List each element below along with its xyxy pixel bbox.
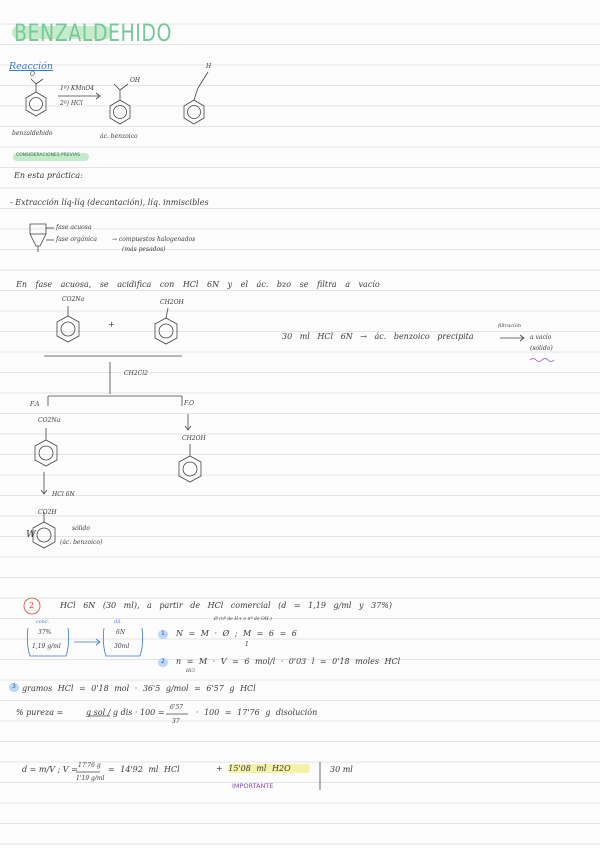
step-1-number: 1 bbox=[161, 630, 165, 637]
step-1-note: Ø (nº de H+ o nº de OH-) bbox=[214, 617, 272, 622]
benzene-ring-benzaldehido bbox=[26, 92, 46, 116]
line-fase-acuosa: En fase acuosa, se acidifica con HCl 6N y el ác. bzo se filtra a vacío bbox=[16, 280, 380, 289]
pureza-numerator: 6'57 bbox=[170, 704, 184, 711]
scheme-fo-group: CH2OH bbox=[182, 435, 206, 442]
density-result: = 14'92 ml HCl bbox=[108, 765, 180, 774]
pureza-result: · 100 = 17'76 g disolución bbox=[196, 708, 318, 717]
box-concentrated-top: 37% bbox=[38, 629, 52, 636]
scheme-fa-group: CO2Na bbox=[38, 417, 61, 424]
page-title: BENZALDEHIDO bbox=[14, 19, 172, 47]
side-note-a-vacio: a vacío bbox=[530, 334, 552, 341]
tag-consideraciones: CONSIDERACIONES PREVIAS bbox=[16, 153, 81, 158]
side-note-filtracion: filtración bbox=[498, 323, 521, 329]
reagent-1: 1º) KMnO4 bbox=[60, 85, 95, 92]
separatory-funnel bbox=[30, 224, 46, 246]
scheme-fa: F.A bbox=[30, 401, 40, 408]
scheme-top-left-group: CO2Na bbox=[62, 296, 85, 303]
step-3-formula: gramos HCl = 0'18 mol · 36'5 g/mol = 6'57 g HCl bbox=[22, 684, 256, 693]
step-2-number: 2 bbox=[161, 658, 165, 665]
benzene-ring-final bbox=[33, 522, 55, 548]
funnel-fase-organica: fase orgánica bbox=[56, 236, 97, 243]
benzene-ring-fa bbox=[35, 440, 57, 466]
benzene-ring-alcohol bbox=[184, 100, 204, 124]
pureza-expression: g sol / g dis · 100 = bbox=[86, 708, 165, 717]
reagent-2: 2º) HCl bbox=[60, 100, 83, 107]
scheme-acid-step: HCl 6N bbox=[52, 491, 75, 498]
box-diluted-bottom: 30ml bbox=[114, 643, 130, 650]
benzene-ring-acido bbox=[110, 100, 130, 124]
scheme-fo: F.O bbox=[184, 400, 195, 407]
importante-label: IMPORTANTE bbox=[232, 782, 274, 790]
step-2-formula: n = M · V = 6 mol/l · 0'03 l = 0'18 moles HCl bbox=[176, 657, 401, 666]
density-denominator: 1'19 g/ml bbox=[76, 775, 105, 782]
scheme-solvent: CH2Cl2 bbox=[124, 370, 148, 377]
funnel-fase-acuosa: fase acuosa bbox=[56, 224, 92, 231]
line-extraccion: - Extracción líq-líq (decantación), líq. inmiscibles bbox=[10, 198, 209, 207]
label-h: H bbox=[206, 63, 212, 70]
box-diluted-top: 6N bbox=[116, 629, 126, 636]
side-note-text: 30 ml HCl 6N → ác. benzoico precipita bbox=[282, 332, 474, 341]
reaction-heading: Reacción bbox=[9, 61, 53, 72]
benzene-ring-benzoato bbox=[57, 316, 79, 342]
box-concentrated-note: conc. bbox=[36, 619, 50, 625]
density-lhs: d = m/V ; V = bbox=[22, 765, 78, 774]
funnel-paren: (más pesados) bbox=[122, 246, 166, 253]
step-2-subscript: HCl bbox=[186, 669, 195, 674]
side-note-solido: (sólido) bbox=[530, 345, 553, 352]
scheme-w-mark: W bbox=[26, 529, 36, 540]
benzene-ring-benzylalcohol bbox=[155, 318, 177, 344]
pureza-denominator: 37 bbox=[172, 718, 180, 725]
scheme-plus: + bbox=[108, 320, 115, 329]
line-practica: En esta práctica: bbox=[14, 171, 83, 180]
density-numerator: 17'76 g bbox=[78, 762, 101, 769]
total-volume: 30 ml bbox=[330, 765, 353, 774]
box-diluted-note: dil. bbox=[114, 619, 122, 625]
water-volume: + 15'08 ml H2O bbox=[216, 764, 291, 773]
scheme-acid-name: (ác. benzoico) bbox=[60, 539, 103, 546]
scheme-final-group: CO2H bbox=[38, 509, 57, 516]
scheme-top-right-group: CH2OH bbox=[160, 299, 184, 306]
label-benzaldehido: benzaldehido bbox=[12, 130, 53, 137]
benzene-ring-fo bbox=[179, 456, 201, 482]
question-2-number: 2 bbox=[29, 601, 35, 610]
question-2-statement: HCl 6N (30 ml), a partir de HCl comercial (d = 1,19 g/ml y 37%) bbox=[60, 601, 392, 610]
step-1-formula: N = M · Ø ; M = 6 = 6 bbox=[176, 629, 297, 638]
label-o: O bbox=[30, 71, 35, 78]
scheme-solid-label: sólido bbox=[72, 525, 90, 532]
label-oh: OH bbox=[130, 77, 141, 84]
pureza-label: % pureza = bbox=[16, 708, 64, 717]
box-concentrated-bottom: 1,19 g/ml bbox=[32, 643, 61, 650]
step-1-denominator: 1 bbox=[245, 641, 249, 648]
step-3-number: 3 bbox=[12, 683, 16, 690]
label-acido-benzoico: ác. benzoico bbox=[100, 133, 138, 140]
funnel-arrow-text: → compuestos halogenados bbox=[112, 236, 196, 243]
